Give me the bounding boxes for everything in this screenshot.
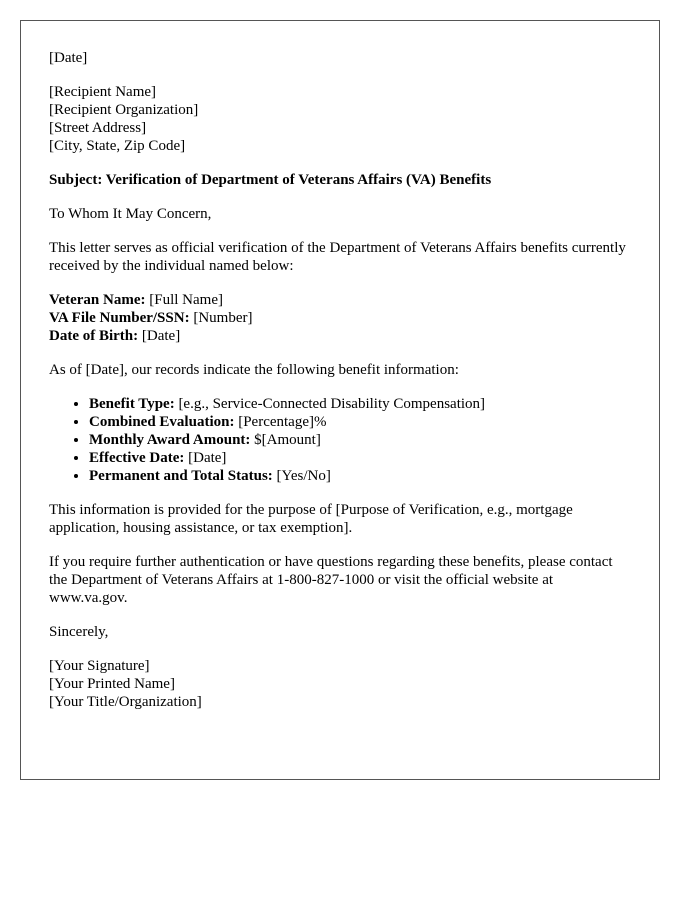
recipient-street: [Street Address]: [49, 120, 147, 136]
benefit-value: [Yes/No]: [272, 468, 331, 484]
letter-date: [Date]: [49, 50, 88, 66]
signature: [Your Signature]: [49, 658, 150, 674]
benefit-label: Combined Evaluation:: [89, 414, 235, 430]
records-intro: As of [Date], our records indicate the following benefit information:: [49, 362, 459, 378]
contact-paragraph: If you require further authentication or have questions regarding these benefits, please contact the Department of Veterans Affairs at 1-800-827-1000 or visit the official website at www.va.gov.: [49, 554, 613, 606]
benefits-list: [49, 395, 631, 485]
recipient-organization: [Recipient Organization]: [49, 102, 199, 118]
subject-text: Subject: Verification of Department of Veterans Affairs (VA) Benefits: [49, 172, 492, 188]
list-item: [89, 431, 631, 449]
va-file-number-value: [Number]: [189, 310, 253, 326]
veteran-details: [49, 291, 631, 345]
veteran-name-value: [Full Name]: [145, 292, 223, 308]
letter: [20, 20, 660, 780]
list-item: [89, 413, 631, 431]
recipient-city: [City, State, Zip Code]: [49, 138, 186, 154]
date-of-birth-row: [49, 327, 631, 345]
list-item: [89, 449, 631, 467]
va-file-number-row: [49, 309, 631, 327]
date-of-birth-label: Date of Birth:: [49, 328, 139, 344]
benefit-label: Effective Date:: [89, 450, 185, 466]
va-file-number-label: VA File Number/SSN:: [49, 310, 190, 326]
benefit-value: [Date]: [184, 450, 227, 466]
date-of-birth-value: [Date]: [138, 328, 181, 344]
signature-block: [49, 657, 631, 711]
benefit-value: [e.g., Service-Connected Disability Compensation]: [174, 396, 486, 412]
recipient-address: [49, 83, 631, 155]
closing: Sincerely,: [49, 624, 109, 640]
veteran-name-row: [49, 291, 631, 309]
recipient-name: [Recipient Name]: [49, 84, 157, 100]
subject-line: [49, 171, 631, 189]
intro-paragraph: This letter serves as official verification of the Department of Veterans Affairs benefits currently received by the individual named below:: [49, 240, 626, 274]
benefit-label: Benefit Type:: [89, 396, 175, 412]
benefit-label: Monthly Award Amount:: [89, 432, 251, 448]
printed-name: [Your Printed Name]: [49, 676, 175, 692]
veteran-name-label: Veteran Name:: [49, 292, 146, 308]
benefit-value: [Percentage]%: [234, 414, 327, 430]
benefit-label: Permanent and Total Status:: [89, 468, 273, 484]
list-item: [89, 395, 631, 413]
purpose-paragraph: This information is provided for the purpose of [Purpose of Verification, e.g., mortgage application, housing assistance, or tax exemption].: [49, 502, 573, 536]
list-item: [89, 467, 631, 485]
title-organization: [Your Title/Organization]: [49, 694, 202, 710]
salutation: To Whom It May Concern,: [49, 206, 212, 222]
benefit-value: $[Amount]: [250, 432, 321, 448]
